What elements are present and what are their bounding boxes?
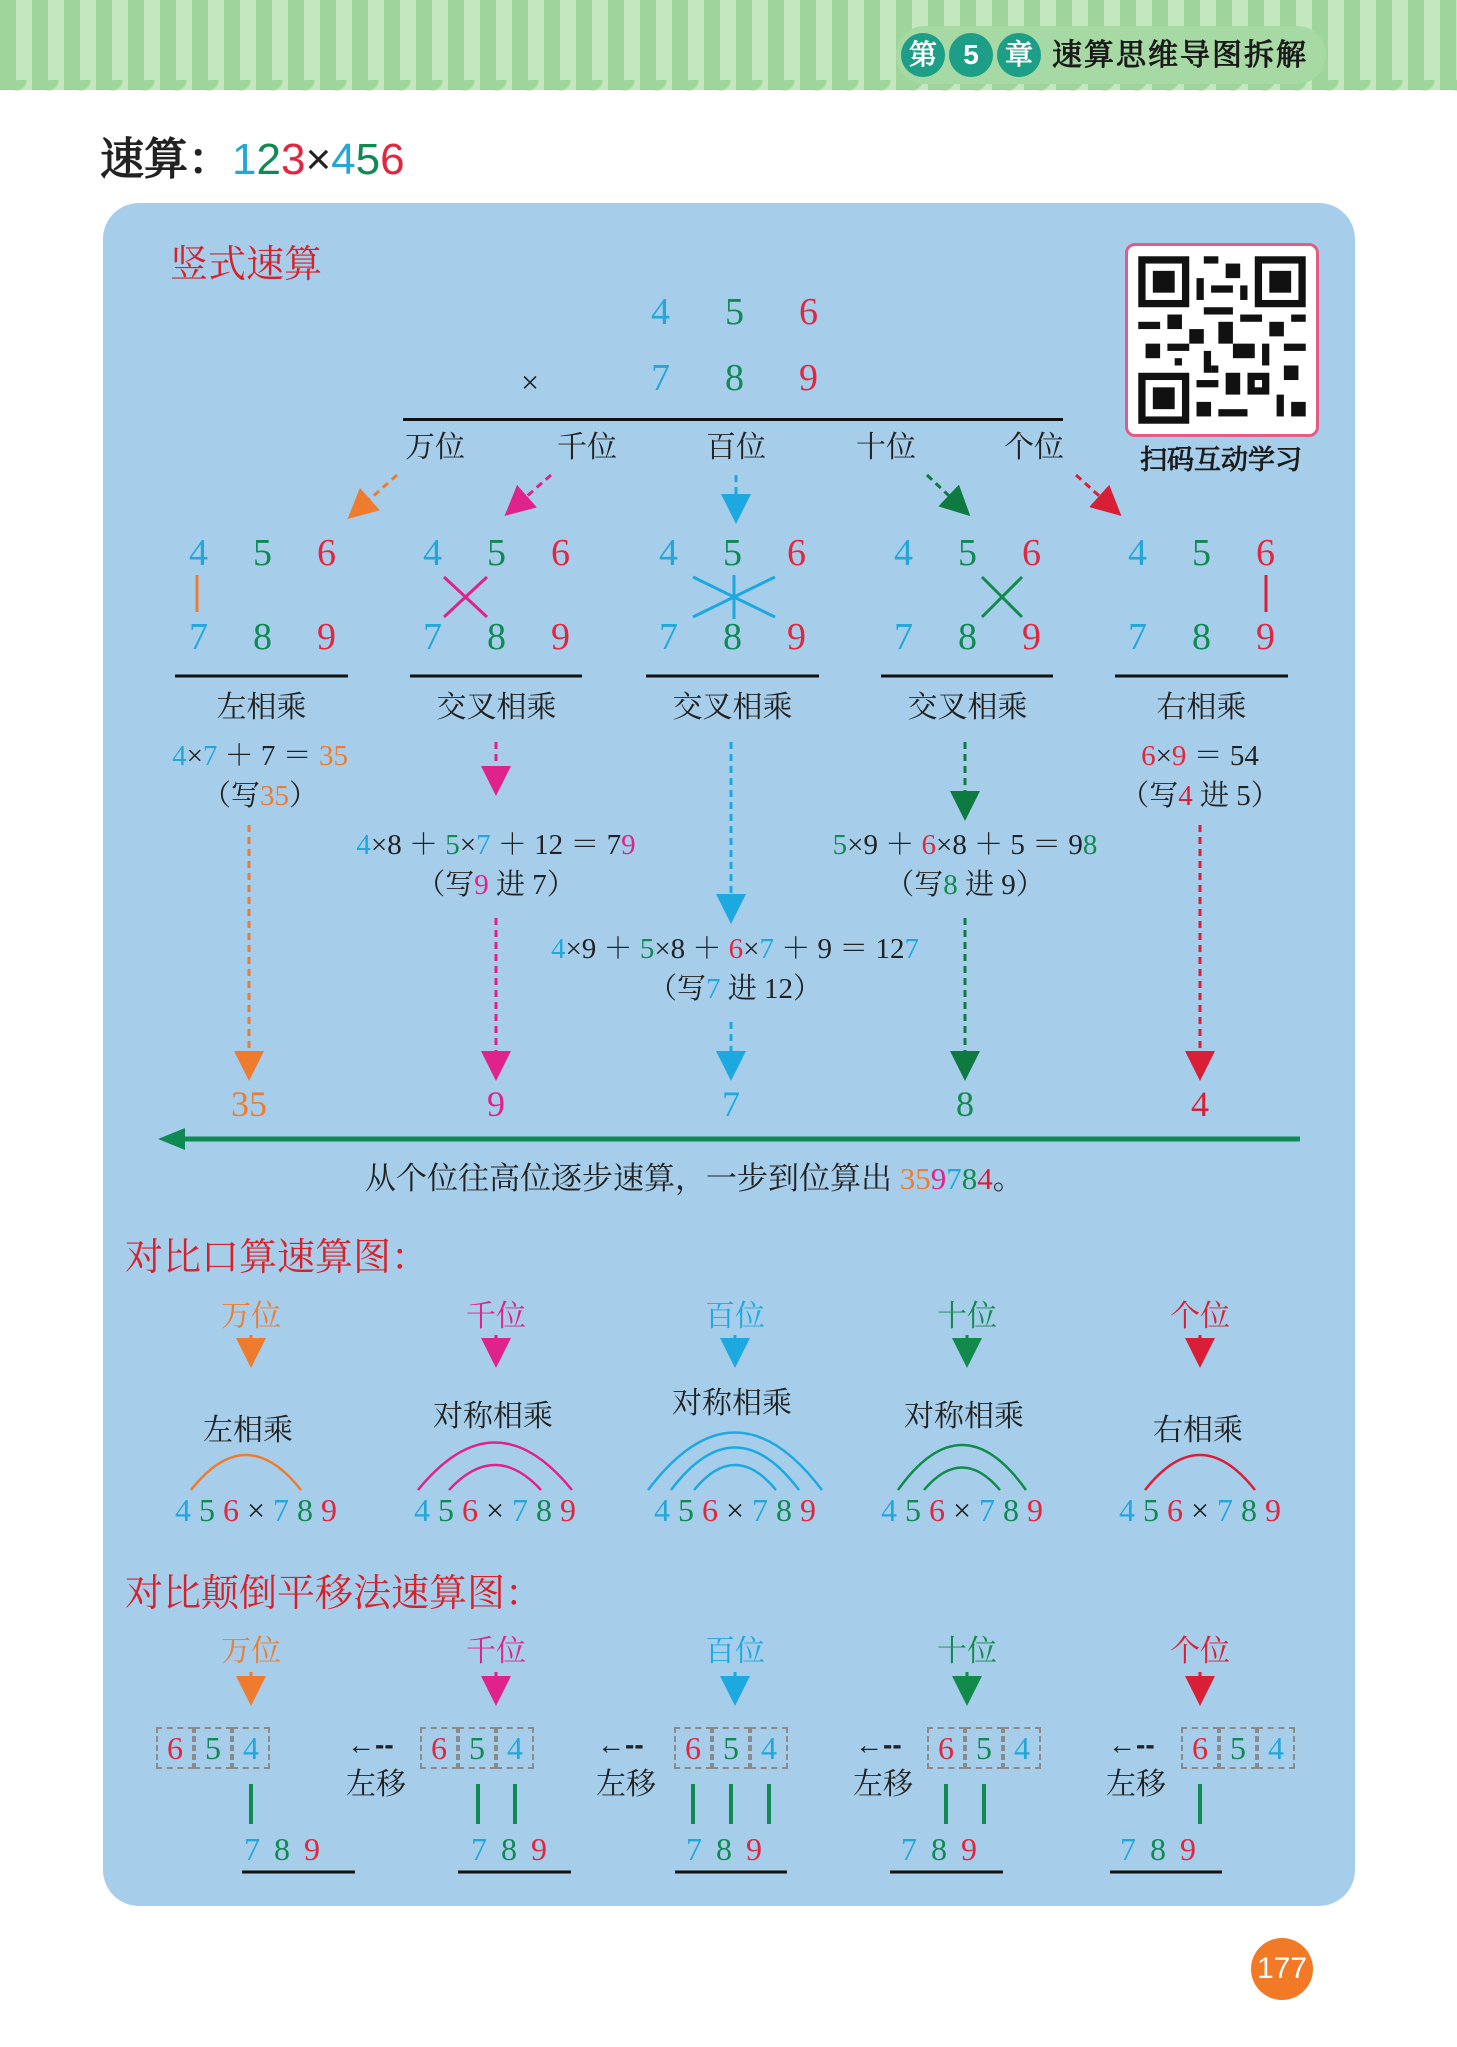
reversed-digit: 6 <box>1181 1727 1219 1769</box>
result-digit: 7 <box>722 1084 740 1124</box>
note-tens: （写8 进 9） <box>885 869 1045 901</box>
chapter-suffix: 章 <box>997 33 1041 77</box>
summary-text: 从个位往高位逐步速算，一步到位算出 359784。 <box>365 1161 1024 1196</box>
group-digit: 8 <box>958 616 977 658</box>
reversed-digit: 6 <box>927 1727 965 1769</box>
result-digit: 35 <box>231 1084 267 1124</box>
oral-method: 右相乘 <box>1153 1414 1243 1447</box>
chapter-title: 速算思维导图拆解 <box>1052 39 1308 72</box>
shift-bottom-row: 789 <box>686 1831 776 1867</box>
oral-expression: 4 5 6 × 7 8 9 <box>880 1492 1044 1528</box>
oral-place: 十位 <box>937 1300 997 1333</box>
shift-place: 千位 <box>466 1635 526 1668</box>
page-number: 177 <box>1251 1938 1313 2000</box>
left-shift-label: 左移 <box>853 1768 913 1801</box>
note-thousands: （写9 进 7） <box>416 869 576 901</box>
top-digit: 5 <box>725 291 744 333</box>
align-bar <box>729 1784 733 1824</box>
group-digit: 4 <box>189 532 208 574</box>
top-digit: 6 <box>799 291 818 333</box>
chapter-number: 5 <box>949 33 993 77</box>
oral-method: 左相乘 <box>203 1414 293 1447</box>
group-digit: 8 <box>253 616 272 658</box>
reversed-digit: 6 <box>420 1727 458 1769</box>
group-digit: 6 <box>1022 532 1041 574</box>
equation-hundreds: 4×9 ＋ 5×8 ＋ 6×7 ＋ 9 ＝ 127 <box>550 933 920 965</box>
place-label: 个位 <box>1004 431 1064 464</box>
group-digit: 7 <box>423 616 442 658</box>
vertical-heading: 竖式速算 <box>170 244 323 286</box>
oral-expression: 4 5 6 × 7 8 9 <box>653 1492 817 1528</box>
result-digit: 4 <box>1191 1084 1209 1124</box>
oral-expression: 4 5 6 × 7 8 9 <box>1118 1492 1282 1528</box>
group-digit: 5 <box>487 532 506 574</box>
align-bar <box>944 1784 948 1824</box>
group-digit: 6 <box>787 532 806 574</box>
qr-caption: 扫码互动学习 <box>1140 445 1302 475</box>
note-hundreds: （写7 进 12） <box>647 973 823 1005</box>
top-digit: 4 <box>651 291 670 333</box>
shift-heading: 对比颠倒平移法速算图： <box>125 1573 544 1615</box>
align-bar <box>476 1784 480 1824</box>
shift-bottom-row: 789 <box>471 1831 561 1867</box>
oral-place: 万位 <box>221 1300 281 1333</box>
shift-bottom-row: 789 <box>901 1831 991 1867</box>
group-digit: 7 <box>894 616 913 658</box>
group-digit: 8 <box>723 616 742 658</box>
chapter-prefix: 第 <box>901 33 945 77</box>
align-bar <box>249 1784 253 1824</box>
group-digit: 7 <box>1128 616 1147 658</box>
shift-place: 个位 <box>1170 1635 1230 1668</box>
reversed-digit: 4 <box>1257 1727 1295 1769</box>
group-digit: 9 <box>1256 616 1275 658</box>
group-digit: 6 <box>317 532 336 574</box>
group-digit: 9 <box>1022 616 1041 658</box>
reversed-digit: 4 <box>750 1727 788 1769</box>
group-digit: 4 <box>423 532 442 574</box>
place-label: 百位 <box>706 431 766 464</box>
group-digit: 9 <box>551 616 570 658</box>
times-sign: × <box>521 364 540 400</box>
bottom-digit: 7 <box>651 357 670 399</box>
oral-expression: 4 5 6 × 7 8 9 <box>174 1492 338 1528</box>
bottom-digit: 8 <box>725 357 744 399</box>
align-bar <box>767 1784 771 1824</box>
shift-place: 万位 <box>221 1635 281 1668</box>
reversed-digit: 4 <box>1003 1727 1041 1769</box>
group-digit: 6 <box>551 532 570 574</box>
group-digit: 9 <box>787 616 806 658</box>
equation-tens: 5×9 ＋ 6×8 ＋ 5 ＝ 98 <box>832 829 1098 861</box>
note-ten-thousands: （写35） <box>201 780 319 812</box>
left-arrow: ←-- <box>855 1729 902 1760</box>
result-digit: 8 <box>956 1084 974 1124</box>
group-digit: 5 <box>1192 532 1211 574</box>
place-label: 十位 <box>856 431 916 464</box>
equation-thousands: 4×8 ＋ 5×7 ＋ 12 ＝ 79 <box>356 829 636 861</box>
left-shift-label: 左移 <box>346 1768 406 1801</box>
place-label: 万位 <box>405 431 465 464</box>
align-bar <box>982 1784 986 1824</box>
group-digit: 4 <box>1128 532 1147 574</box>
shift-place: 百位 <box>705 1635 765 1668</box>
reversed-digit: 6 <box>674 1727 712 1769</box>
equation-units: 6×9 ＝ 54 <box>1141 740 1259 772</box>
reversed-digit: 4 <box>232 1727 270 1769</box>
reversed-digit: 5 <box>1219 1727 1257 1769</box>
method-label: 右相乘 <box>1156 691 1247 724</box>
group-digit: 5 <box>253 532 272 574</box>
group-digit: 8 <box>487 616 506 658</box>
align-bar <box>513 1784 517 1824</box>
left-shift-label: 左移 <box>596 1768 656 1801</box>
group-digit: 7 <box>659 616 678 658</box>
shift-place: 十位 <box>937 1635 997 1668</box>
method-label: 交叉相乘 <box>672 691 793 724</box>
equation-ten-thousands: 4×7 ＋ 7 ＝ 35 <box>172 740 348 772</box>
left-shift-label: 左移 <box>1106 1768 1166 1801</box>
note-units: （写4 进 5） <box>1120 780 1280 812</box>
bottom-digit: 9 <box>799 357 818 399</box>
oral-place: 百位 <box>705 1300 765 1333</box>
oral-method: 对称相乘 <box>672 1387 792 1420</box>
group-digit: 6 <box>1256 532 1275 574</box>
group-digit: 5 <box>723 532 742 574</box>
shift-bottom-row: 789 <box>1120 1831 1210 1867</box>
oral-method: 对称相乘 <box>433 1400 553 1433</box>
reversed-digit: 4 <box>496 1727 534 1769</box>
left-arrow: ←-- <box>1108 1729 1155 1760</box>
oral-method: 对称相乘 <box>904 1400 1024 1433</box>
align-bar <box>1198 1784 1202 1824</box>
page-title: 速算：123×456 <box>100 135 405 184</box>
group-digit: 8 <box>1192 616 1211 658</box>
left-arrow: ←-- <box>597 1729 644 1760</box>
method-label: 左相乘 <box>216 691 307 724</box>
oral-place: 个位 <box>1170 1300 1230 1333</box>
method-label: 交叉相乘 <box>436 691 557 724</box>
group-digit: 9 <box>317 616 336 658</box>
reversed-digit: 6 <box>156 1727 194 1769</box>
shift-bottom-row: 789 <box>244 1831 334 1867</box>
align-bar <box>691 1784 695 1824</box>
reversed-digit: 5 <box>965 1727 1003 1769</box>
group-digit: 4 <box>659 532 678 574</box>
oral-place: 千位 <box>466 1300 526 1333</box>
left-arrow: ←-- <box>347 1729 394 1760</box>
oral-expression: 4 5 6 × 7 8 9 <box>413 1492 577 1528</box>
reversed-digit: 5 <box>458 1727 496 1769</box>
result-digit: 9 <box>487 1084 505 1124</box>
group-digit: 7 <box>189 616 208 658</box>
oral-heading: 对比口算速算图： <box>125 1237 430 1279</box>
method-label: 交叉相乘 <box>907 691 1028 724</box>
group-digit: 5 <box>958 532 977 574</box>
reversed-digit: 5 <box>712 1727 750 1769</box>
reversed-digit: 5 <box>194 1727 232 1769</box>
group-digit: 4 <box>894 532 913 574</box>
place-label: 千位 <box>557 431 617 464</box>
